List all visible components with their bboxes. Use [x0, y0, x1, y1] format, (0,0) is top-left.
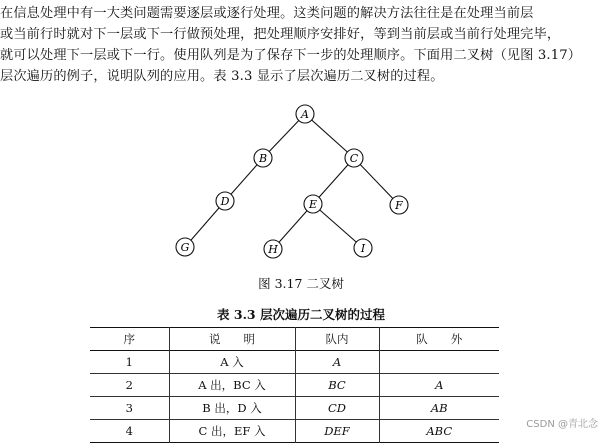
- figure-caption: 图 3.17 二叉树: [258, 276, 344, 291]
- cell-desc: A 出，BC 入: [169, 374, 295, 397]
- table-header-row: [90, 328, 499, 351]
- column-header-out-queue: 队 外: [379, 328, 499, 351]
- cell-out-queue: ABC: [379, 420, 499, 443]
- table-title: 表 3.3 层次遍历二叉树的过程: [217, 307, 385, 322]
- paragraph-line: 或当前行时就对下一层或下一行做预处理，把处理顺序安排好，等到当前层或当前行处理完毕，: [0, 27, 561, 42]
- tree-node-h: [264, 240, 282, 258]
- table-row: [90, 374, 499, 397]
- cell-seq: 1: [125, 355, 133, 369]
- cell-desc: C 出，EF 入: [169, 420, 295, 443]
- tree-node-label: F: [395, 199, 403, 212]
- tree-node-label: H: [268, 243, 278, 256]
- tree-node-label: I: [360, 242, 366, 255]
- tree-node-e: [304, 195, 322, 213]
- tree-node-g: [176, 238, 194, 256]
- paragraph-line: 层次遍历的例子，说明队列的应用。表 3.3 显示了层次遍历二叉树的过程。: [0, 69, 444, 84]
- cell-desc: B 出，D 入: [169, 397, 295, 420]
- cell-seq: 2: [125, 378, 133, 392]
- cell-out-queue: A: [379, 374, 499, 397]
- tree-edge-c-f: [354, 158, 399, 205]
- tree-node-label: C: [349, 152, 359, 165]
- tree-edge-e-i: [313, 204, 363, 248]
- cell-in-queue: BC: [295, 374, 379, 397]
- cell-out-queue: [379, 351, 499, 374]
- paragraph-line: 就可以处理下一层或下一行。使用队列是为了保存下一步的处理顺序。下面用二叉树（见图 3.17）: [0, 48, 582, 63]
- column-header-in-queue: 队内: [295, 328, 379, 351]
- tree-node-label: A: [301, 108, 309, 121]
- tree-node-label: E: [308, 198, 318, 211]
- tree-node-a: [296, 105, 314, 123]
- cell-seq: 3: [125, 401, 133, 415]
- tree-edge-a-c: [305, 114, 354, 158]
- table-row: [90, 397, 499, 420]
- cell-desc: A 入: [169, 351, 295, 374]
- tree-node-label: G: [180, 241, 190, 254]
- cell-in-queue: CD: [295, 397, 379, 420]
- cell-seq: 4: [125, 424, 133, 438]
- tree-node-i: [354, 239, 372, 257]
- column-header-desc: 说 明: [169, 328, 295, 351]
- tree-node-c: [345, 149, 363, 167]
- tree-node-b: [254, 149, 272, 167]
- table-row: [90, 420, 499, 443]
- cell-in-queue: A: [295, 351, 379, 374]
- watermark: CSDN @青北念: [526, 419, 598, 430]
- tree-node-label: B: [258, 152, 268, 165]
- paragraph-line: 在信息处理中有一大类问题需要逐层或逐行处理。这类问题的解决方法往往是在处理当前层: [0, 6, 534, 21]
- cell-out-queue: AB: [379, 397, 499, 420]
- traversal-table: [90, 327, 499, 443]
- tree-node-f: [390, 196, 408, 214]
- tree-node-d: [216, 192, 234, 210]
- column-header-seq: 序: [123, 332, 135, 346]
- tree-node-label: D: [220, 195, 230, 208]
- cell-in-queue: DEF: [295, 420, 379, 443]
- table-row: [90, 351, 499, 374]
